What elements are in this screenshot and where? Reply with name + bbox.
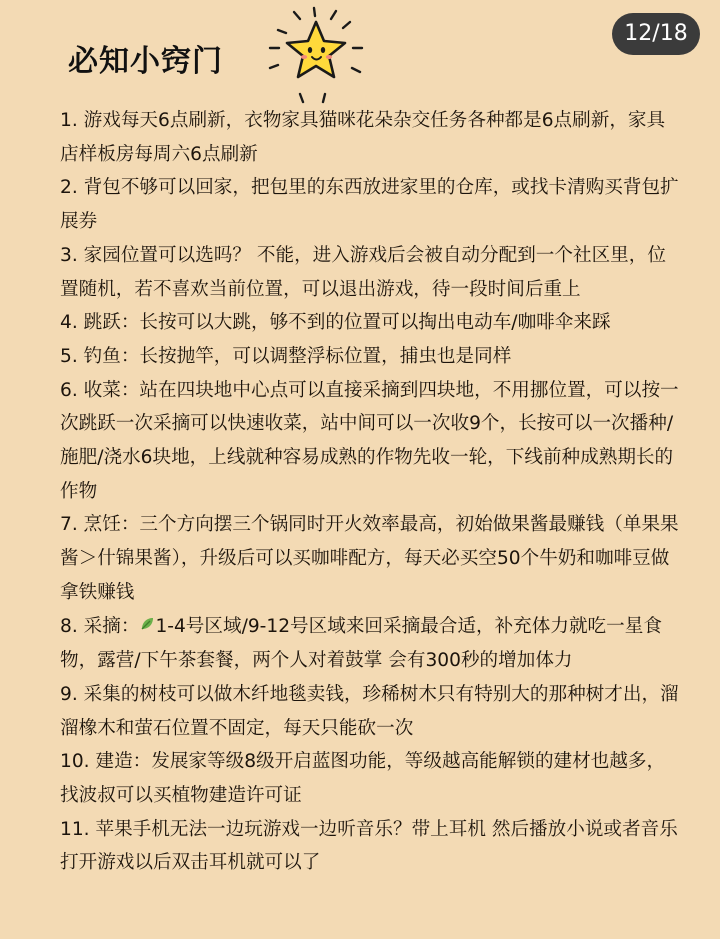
tip-item-4 (60, 306, 680, 340)
tip-text: 1. 游戏每天6点刷新，衣物家具猫咪花朵杂交任务各种都是6点刷新，家具店样板房每周六6点刷新 (60, 110, 666, 165)
tip-text: 11. 苹果手机无法一边玩游戏一边听音乐？带上耳机 然后播放小说或者音乐 打开游戏以后双击耳机就可以了 (60, 818, 678, 874)
tip-text: 3. 家园位置可以选吗？ 不能，进入游戏后会被自动分配到一个社区里，位置随机，若不喜欢当前位置，可以退出游戏，待一段时间后重上 (60, 244, 666, 300)
tip-text: 7. 烹饪：三个方向摆三个锅同时开火效率最高，初始做果酱最赚钱（单果果酱＞什锦果酱），升级后可以买咖啡配方，每天必买空50个牛奶和咖啡豆做拿铁赚钱 (60, 514, 679, 603)
tip-prefix: 8. 采摘： (60, 615, 140, 637)
page-counter-badge: 12/18 (612, 13, 700, 55)
tip-item-9 (60, 678, 680, 745)
page-title: 必知小窍门 (68, 44, 223, 79)
tip-text: 10. 建造：发展家等级8级开启蓝图功能，等级越高能解锁的建材也越多，找波叔可以买植物建造许可证 (60, 751, 666, 807)
tip-text: 2. 背包不够可以回家，把包里的东西放进家里的仓库，或找卡清购买背包扩展券 (60, 177, 679, 233)
tip-item-1 (60, 104, 680, 171)
tip-item-6 (60, 374, 680, 509)
tip-item-2 (60, 171, 680, 238)
tip-item-3 (60, 239, 680, 306)
tips-list (60, 104, 680, 880)
tip-text: 1-4号区域/9-12号区域来回采摘最合适，补充体力就吃一星食物，露营/下午茶套餐，两个人对着鼓掌 会有300秒的增加体力 (60, 615, 662, 672)
tip-item-7 (60, 508, 680, 609)
tip-item-11 (60, 813, 680, 880)
tip-item-8 (60, 610, 680, 678)
tip-item-10 (60, 745, 680, 812)
leaf-icon (139, 611, 155, 645)
tip-text: 4. 跳跃：长按可以大跳，够不到的位置可以掏出电动车/咖啡伞来踩 (60, 312, 611, 334)
tip-text: 9. 采集的树枝可以做木纤地毯卖钱，珍稀树木只有特别大的那种树才出，溜溜橡木和萤石位置不固定，每天只能砍一次 (60, 683, 679, 739)
tip-text: 6. 收菜：站在四块地中心点可以直接采摘到四块地，不用挪位置，可以按一次跳跃一次采摘可以快速收菜，站中间可以一次收9个，长按可以一次播种/施肥/浇水6块地，上线就种容易成熟的作物先收一轮，下线前种成熟期长的作物 (60, 379, 679, 502)
star-icon (256, 2, 376, 106)
title-row (68, 28, 223, 88)
tip-text: 5. 钓鱼：长按抛竿，可以调整浮标位置，捕虫也是同样 (60, 345, 512, 367)
tip-item-5 (60, 340, 680, 374)
